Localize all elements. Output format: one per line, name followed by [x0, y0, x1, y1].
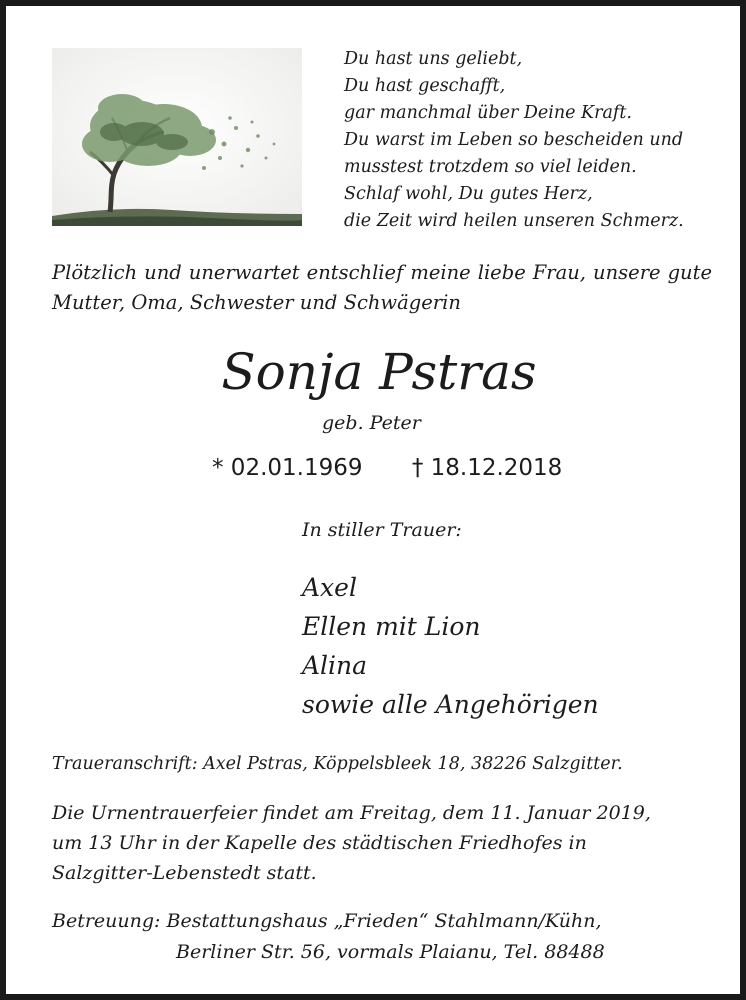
ceremony-line: Die Urnentrauerfeier findet am Freitag, dem 11. Januar 2019, [52, 802, 651, 824]
poem-line: Du warst im Leben so bescheiden und [344, 130, 684, 150]
ceremony-line: um 13 Uhr in der Kapelle des städtischen Friedhofes in [52, 832, 587, 854]
poem-line: musstest trotzdem so viel leiden. [344, 157, 637, 177]
mourner-name: Alina [302, 651, 368, 680]
poem-line: gar manchmal über Deine Kraft. [344, 103, 632, 123]
poem-line: Du hast uns geliebt, [344, 49, 523, 69]
death-date: † 18.12.2018 [411, 455, 563, 481]
poem-line: Schlaf wohl, Du gutes Herz, [344, 184, 593, 204]
mourner-name: sowie alle Angehörigen [302, 690, 599, 719]
memorial-poem [344, 46, 714, 235]
birth-name: geb. Peter [322, 412, 421, 434]
funeral-home-line: Betreuung: Bestattungshaus „Frieden“ Stahlmann/Kühn, [52, 910, 602, 932]
deceased-name: Sonja Pstras [221, 343, 537, 401]
mourning-address: Traueranschrift: Axel Pstras, Köppelsbleek 18, 38226 Salzgitter. [52, 754, 623, 774]
ceremony-info [52, 798, 722, 888]
mourning-label: In stiller Trauer: [302, 519, 462, 541]
mourners-list [302, 568, 599, 724]
ceremony-line: Salzgitter-Lebenstedt statt. [52, 862, 317, 884]
mourner-name: Ellen mit Lion [302, 612, 481, 641]
funeral-home-address: Berliner Str. 56, vormals Plaianu, Tel. 88488 [176, 941, 605, 963]
life-dates [212, 452, 562, 484]
announcement-text: Plötzlich und unerwartet entschlief meine liebe Frau, unsere gute Mutter, Oma, Schwester und Schwägerin [52, 261, 712, 314]
windswept-tree-image [52, 48, 302, 226]
poem-line: die Zeit wird heilen unseren Schmerz. [344, 211, 684, 231]
poem-line: Du hast geschafft, [344, 76, 506, 96]
funeral-home-info [52, 906, 605, 968]
birth-date: * 02.01.1969 [212, 455, 363, 481]
mourner-name: Axel [302, 573, 357, 602]
